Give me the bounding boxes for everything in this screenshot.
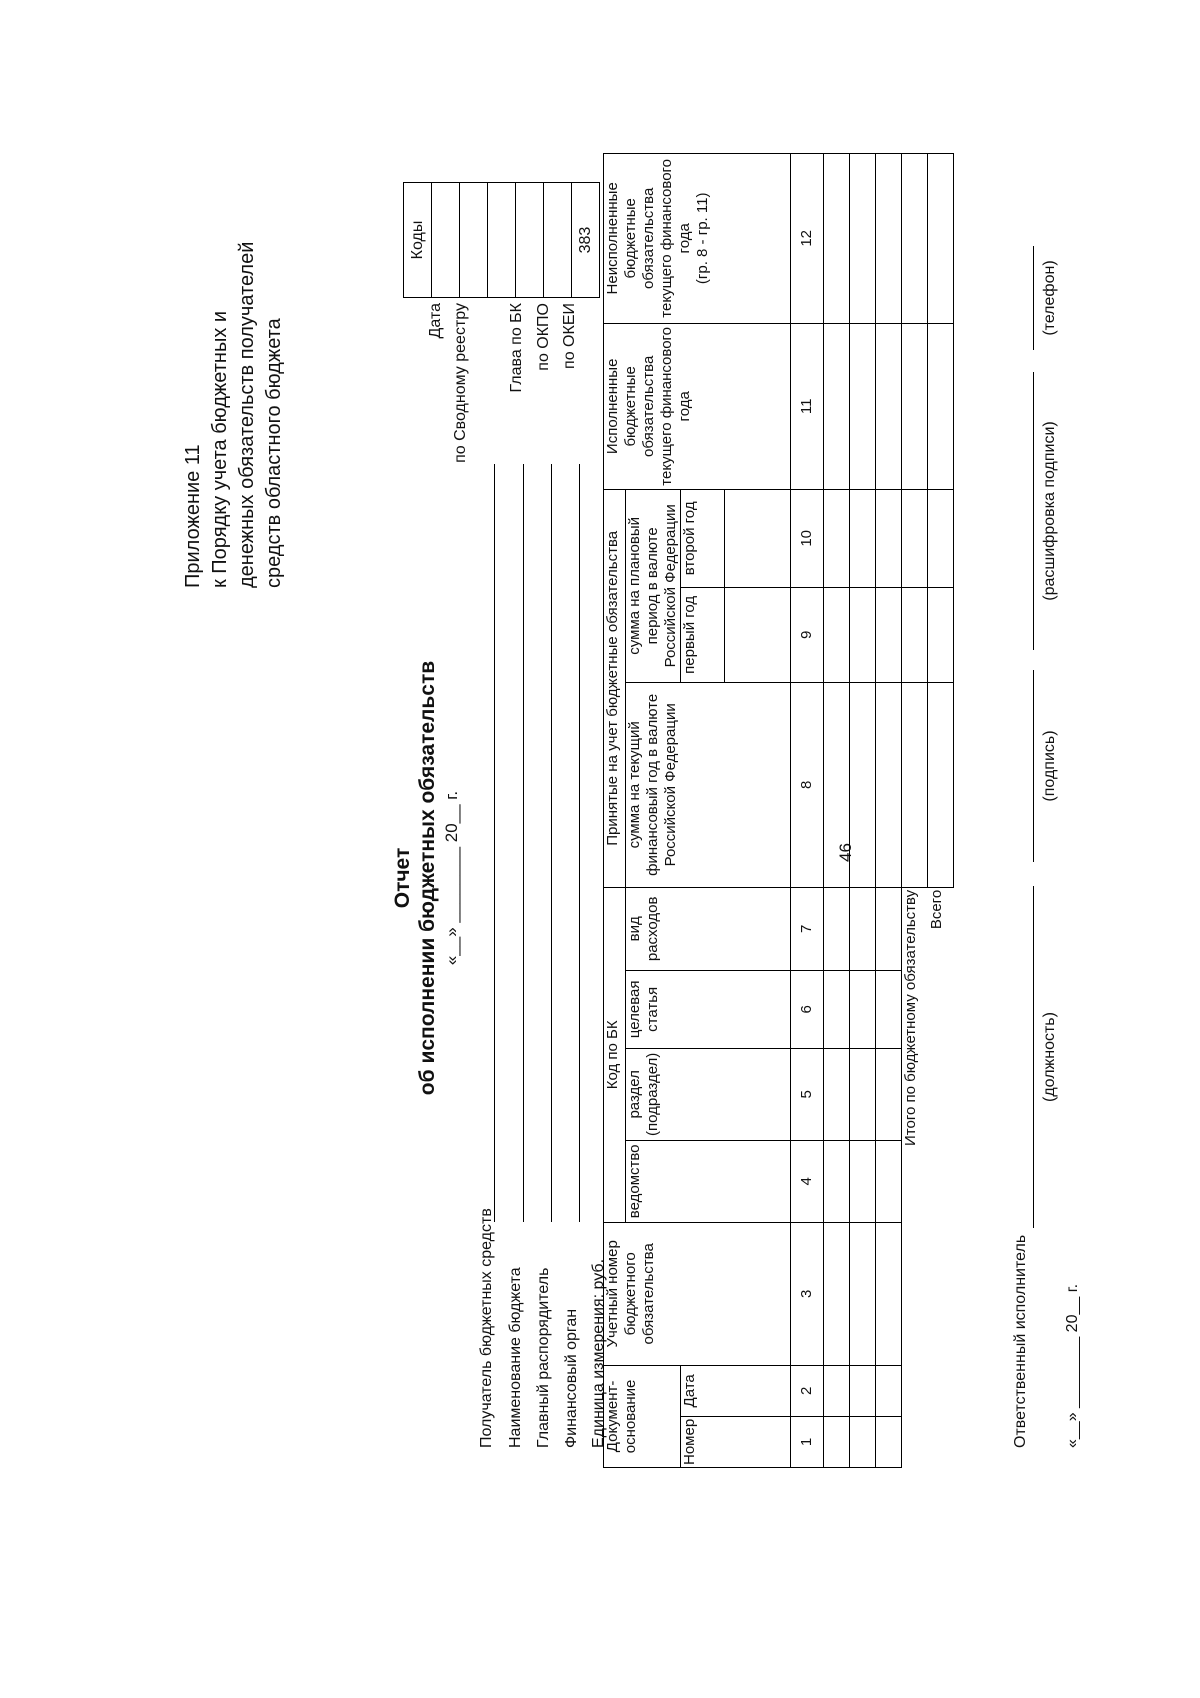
first-year-blank — [725, 587, 791, 682]
okei-label: по ОКЕИ — [561, 303, 578, 369]
expense-type-header: вид расходов — [626, 887, 791, 970]
codes-cell — [488, 183, 516, 298]
executed-header: Исполненные бюджетные обязательства текущего финансового года — [604, 323, 791, 489]
appendix-line: денежных обязательств получателей — [236, 241, 258, 588]
signature-line — [1033, 670, 1034, 862]
grand-total-label: Всего — [928, 887, 954, 1222]
decoding-caption: (расшифровка подписи) — [1041, 421, 1058, 601]
col-num: 9 — [791, 587, 824, 682]
position-caption: (должность) — [1041, 1012, 1058, 1102]
main-manager-label: Главный распорядитель — [535, 1267, 552, 1448]
column-numbers-row — [791, 153, 824, 1467]
section-header: раздел (подраздел) — [626, 1048, 791, 1140]
appendix-note — [180, 242, 288, 588]
registry-label: по Сводному реестру — [452, 303, 469, 463]
fin-body-label: Финансовый орган — [563, 1308, 580, 1448]
first-year-header: первый год — [681, 587, 725, 682]
codes-cell — [516, 183, 544, 298]
col-num: 4 — [791, 1140, 824, 1222]
col-num: 8 — [791, 682, 824, 887]
obligations-table — [603, 153, 954, 1468]
col-num: 6 — [791, 970, 824, 1048]
unexecuted-text: Неисполненные бюджетные обязательства текущего финансового года — [604, 158, 693, 318]
unit-label: Единица измерения: руб. — [590, 1258, 607, 1448]
col-num: 10 — [791, 489, 824, 587]
budget-name-line — [523, 464, 524, 1222]
second-year-header: второй год — [681, 489, 725, 587]
codes-okei-value: 383 — [572, 183, 600, 298]
doc-number-header: Номер — [681, 1416, 791, 1467]
budget-name-label: Наименование бюджета — [507, 1267, 524, 1448]
col-num: 5 — [791, 1048, 824, 1140]
codes-table — [403, 182, 600, 298]
unexecuted-header — [604, 153, 791, 323]
signature-caption: (подпись) — [1041, 730, 1058, 802]
total-obligation-row — [902, 153, 928, 1467]
report-date: «__» ________ 20__ г. — [442, 790, 461, 966]
phone-line — [1033, 246, 1034, 350]
col-num: 12 — [791, 153, 824, 323]
codes-cell — [460, 183, 488, 298]
appendix-line: средств областного бюджета — [263, 318, 285, 588]
report-title — [390, 498, 440, 1258]
col-num: 3 — [791, 1222, 824, 1365]
grand-total-row — [928, 153, 954, 1467]
accepted-header: Принятые на учет бюджетные обязательства — [604, 489, 626, 887]
chapter-label: Глава по БК — [508, 303, 525, 393]
col-num: 2 — [791, 1365, 824, 1416]
table-row — [850, 153, 876, 1467]
table-row — [876, 153, 902, 1467]
target-article-header: целевая статья — [626, 970, 791, 1048]
appendix-line: Приложение 11 — [182, 444, 204, 588]
title-line: Отчет — [391, 847, 414, 909]
phone-caption: (телефон) — [1041, 260, 1058, 336]
doc-date-header: Дата — [681, 1365, 791, 1416]
second-year-blank — [725, 489, 791, 587]
position-line — [1033, 886, 1034, 1228]
codes-cell — [544, 183, 572, 298]
bk-code-header: Код по БК — [604, 887, 626, 1222]
main-manager-line — [551, 464, 552, 1222]
unexecuted-formula: (гр. 8 - гр. 11) — [694, 192, 711, 285]
recipient-line — [494, 464, 495, 1222]
current-year-sum-header: сумма на текущий финансовый год в валюте Российской Федерации — [626, 682, 791, 887]
codes-cell — [432, 183, 460, 298]
page-number: 46 — [836, 843, 855, 862]
department-header: ведомство — [626, 1140, 791, 1222]
col-num: 1 — [791, 1416, 824, 1467]
table-row — [824, 153, 850, 1467]
signature-date: «__» ________ 20__ г. — [1064, 1283, 1081, 1448]
fin-body-line — [579, 464, 580, 1222]
recipient-label: Получатель бюджетных средств — [478, 1208, 495, 1448]
col-num: 7 — [791, 887, 824, 970]
executor-label: Ответственный исполнитель — [1012, 1234, 1029, 1448]
date-label: Дата — [427, 303, 444, 339]
col-num: 11 — [791, 323, 824, 489]
planning-sum-header: сумма на плановый период в валюте Российской Федерации — [626, 489, 681, 682]
appendix-line: к Порядку учета бюджетных и — [209, 310, 231, 588]
total-obligation-label: Итого по бюджетному обязательству — [902, 887, 928, 1222]
decoding-line — [1033, 372, 1034, 650]
codes-header: Коды — [404, 183, 432, 298]
title-line: об исполнении бюджетных обязательств — [416, 660, 439, 1096]
doc-basis-header: Документ-основание — [604, 1365, 681, 1467]
account-number-header: Учетный номер бюджетного обязательства — [604, 1222, 791, 1365]
okpo-label: по ОКПО — [535, 303, 552, 371]
